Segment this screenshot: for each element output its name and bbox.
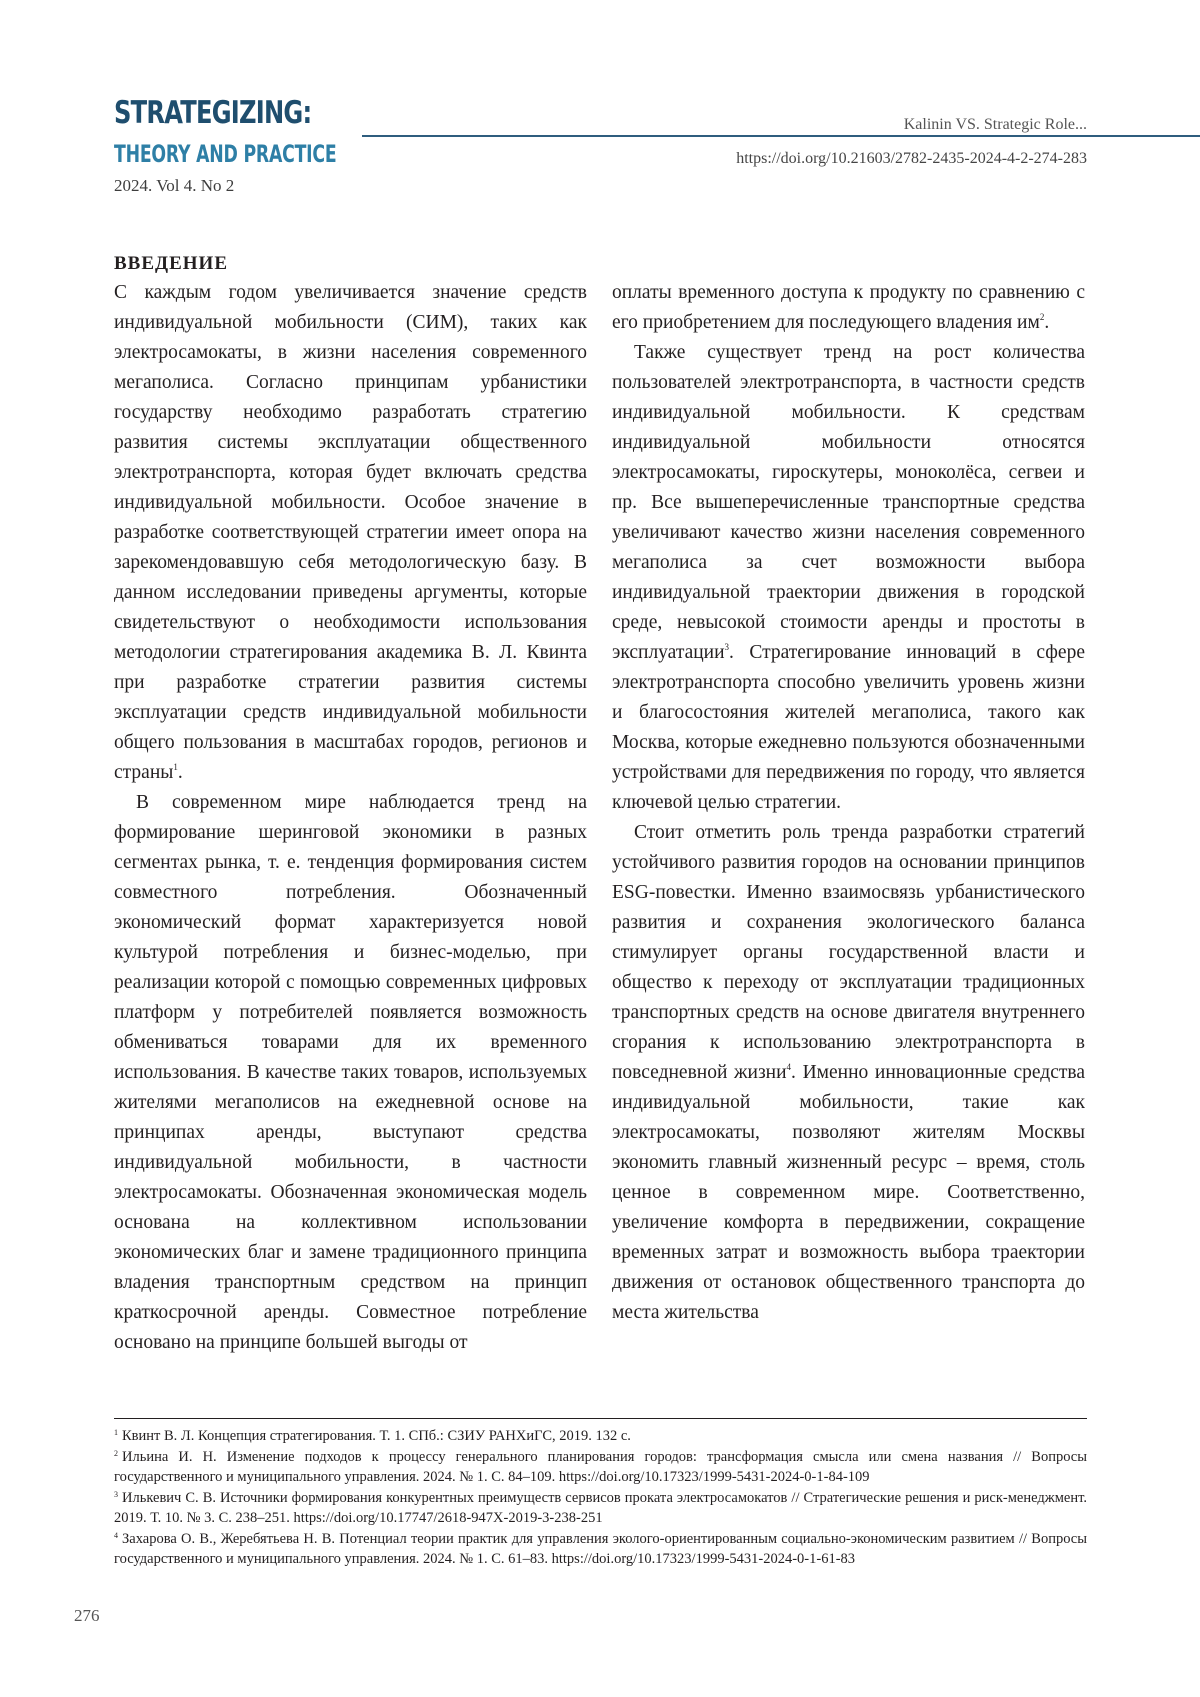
footnote: $^4$ Захарова О. В., Жеребятьева Н. В. Потенциал теории практик для управления эколого-ориентированным социально-экономическим развитием // Вопросы государственного и муниципального управления. 2024. № 1. С. 61–83. https://doi.org/10.17323/1999-5431-2024-0-1-61-83 — [114, 1531, 1087, 1567]
page-number: 276 — [74, 1606, 100, 1625]
footnotes — [114, 1426, 1087, 1570]
paragraph: Стоит отметить роль тренда разработки стратегий устойчивого развития городов на основании принципов ESG-повестки. Именно взаимосвязь урбанистического развития и сохранения экологического баланса стимулирует органы государственной власти и общество к переходу от эксплуатации традиционных транспортных средств на основе двигателя внутреннего сгорания к использованию электротранспорта в повседневной жизни$^4$. Именно инновационные средства индивидуальной мобильности, такие как электросамокаты, позволяют жителям Москвы экономить главный жизненный ресурс – время, столь ценное в современном мире. Соответственно, увеличение комфорта в передвижении, сокращение временных затрат и возможность выбора траектории движения от остановок общественного транспорта до места жительства — [612, 822, 1085, 1323]
footnote: $^2$ Ильина И. Н. Изменение подходов к процессу генерального планирования городов: трансформация смысла или смена названия // Вопросы государственного и муниципального управления. 2024. № 1. С. 84–109. https://doi.org/10.17323/1999-5431-2024-0-1-84-109 — [114, 1449, 1087, 1485]
footnote-rule — [114, 1418, 1087, 1419]
footnote-ref[interactable]: 4 — [786, 1062, 792, 1072]
article-doi-link[interactable]: https://doi.org/10.21603/2782-2435-2024-4-2-274-283 — [736, 150, 1087, 167]
footnote-ref[interactable]: 2 — [1039, 312, 1045, 322]
right-column — [612, 278, 1085, 1328]
footnote-ref[interactable]: 3 — [724, 642, 730, 652]
header-rule — [362, 135, 1200, 137]
running-title: Kalinin VS. Strategic Role... — [903, 116, 1087, 133]
journal-issue: 2024. Vol 4. No 2 — [114, 176, 235, 195]
paragraph: С каждым годом увеличивается значение средств индивидуальной мобильности (СИМ), таких как электросамокаты, в жизни населения современного мегаполиса. Согласно принципам урбанистики государству необходимо разработать стратегию развития системы эксплуатации общественного электротранспорта, которая будет включать средства индивидуальной мобильности. Особое значение в разработке соответствующей стратегии имеет опора на зарекомендовавшую себя методологическую базу. В данном исследовании приведены аргументы, которые свидетельствуют о необходимости использования методологии стратегирования академика В. Л. Квинта при разработке стратегии развития системы эксплуатации средств индивидуальной мобильности общего пользования в масштабах городов, регионов и страны$^1$. — [114, 282, 587, 783]
footnote-ref[interactable]: 1 — [173, 762, 178, 772]
journal-logo-title: STRATEGIZING: — [114, 95, 312, 131]
left-column — [114, 278, 587, 1358]
paragraph: В современном мире наблюдается тренд на формирование шеринговой экономики в разных сегментах рынка, т. е. тенденция формирования систем совместного потребления. Обозначенный экономический формат характеризуется новой культурой потребления и бизнес-моделью, при реализации которой с помощью современных цифровых платформ у потребителей появляется возможность обмениваться товарами для их временного использования. В качестве таких товаров, используемых жителями мегаполисов на ежедневной основе на принципах аренды, выступают средства индивидуальной мобильности, в частности электросамокаты. Обозначенная экономическая модель основана на коллективном использовании экономических благ и замене традиционного принципа владения транспортным средством на принцип краткосрочной аренды. Совместное потребление основано на принципе большей выгоды от — [114, 792, 587, 1353]
footnote: $^1$ Квинт В. Л. Концепция стратегирования. Т. 1. СПб.: СЗИУ РАНХиГС, 2019. 132 с. — [114, 1428, 631, 1444]
journal-logo-subtitle: THEORY AND PRACTICE — [114, 140, 337, 168]
footnote: $^3$ Илькевич С. В. Источники формирования конкурентных преимуществ сервисов проката электросамокатов // Стратегические решения и риск-менеджмент. 2019. Т. 10. № 3. С. 238–251. https://doi.org/10.17747/2618-947X-2019-3-238-251 — [114, 1490, 1087, 1526]
paragraph: оплаты временного доступа к продукту по сравнению с его приобретением для последующего владения $им^2$. — [612, 282, 1085, 333]
paragraph: Также существует тренд на рост количества пользователей электротранспорта, в частности средств индивидуальной мобильности. К средствам индивидуальной мобильности относятся электросамокаты, гироскутеры, моноколёса, сегвеи и пр. Все вышеперечисленные транспортные средства увеличивают качество жизни населения современного мегаполиса за счет возможности выбора индивидуальной траектории движения в городской среде, невысокой стоимости аренды и простоты в эксплуатации$^3$. Стратегирование инноваций в сфере электротранспорта способно увеличить уровень жизни и благосостояния жителей мегаполиса, такого как Москва, которые ежедневно пользуются обозначенными устройствами для передвижения по городу, что является ключевой целью стратегии. — [612, 342, 1085, 813]
section-title: ВВЕДЕНИЕ — [114, 253, 228, 274]
